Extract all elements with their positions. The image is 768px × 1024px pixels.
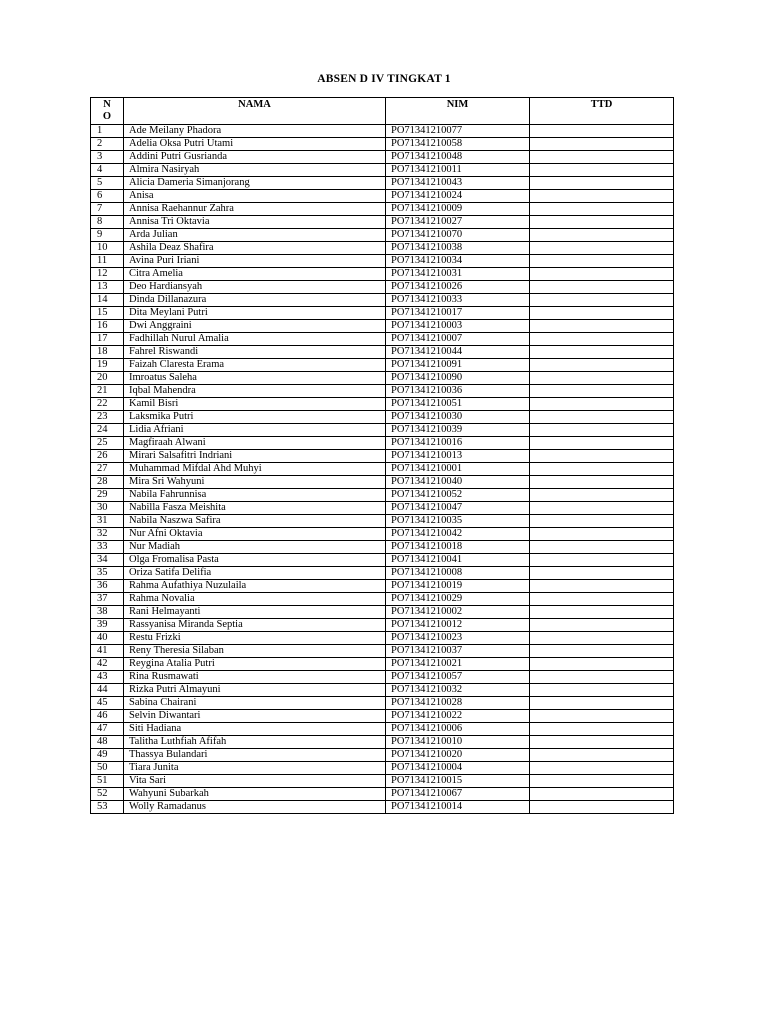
cell-nim: PO71341210001 <box>386 463 530 476</box>
cell-ttd <box>530 294 674 307</box>
cell-nama: Restu Frizki <box>124 632 386 645</box>
page-title: ABSEN D IV TINGKAT 1 <box>317 73 451 85</box>
cell-ttd <box>530 346 674 359</box>
cell-no: 21 <box>91 385 124 398</box>
cell-nama: Annisa Raehannur Zahra <box>124 203 386 216</box>
cell-no: 10 <box>91 242 124 255</box>
cell-nim: PO71341210032 <box>386 684 530 697</box>
cell-nim: PO71341210015 <box>386 775 530 788</box>
cell-nim: PO71341210042 <box>386 528 530 541</box>
cell-no: 41 <box>91 645 124 658</box>
cell-no: 24 <box>91 424 124 437</box>
cell-nim: PO71341210052 <box>386 489 530 502</box>
table-row <box>91 203 674 216</box>
cell-ttd <box>530 541 674 554</box>
cell-nim: PO71341210004 <box>386 762 530 775</box>
table-header-row <box>91 98 674 125</box>
cell-nama: Imroatus Saleha <box>124 372 386 385</box>
cell-ttd <box>530 164 674 177</box>
cell-nim: PO71341210047 <box>386 502 530 515</box>
cell-ttd <box>530 736 674 749</box>
cell-nama: Avina Puri Iriani <box>124 255 386 268</box>
table-row <box>91 723 674 736</box>
cell-ttd <box>530 177 674 190</box>
cell-no: 27 <box>91 463 124 476</box>
cell-ttd <box>530 749 674 762</box>
cell-ttd <box>530 229 674 242</box>
table-row <box>91 801 674 814</box>
cell-nim: PO71341210077 <box>386 125 530 138</box>
cell-no: 33 <box>91 541 124 554</box>
cell-nama: Almira Nasiryah <box>124 164 386 177</box>
cell-no: 7 <box>91 203 124 216</box>
cell-no: 29 <box>91 489 124 502</box>
cell-nim: PO71341210034 <box>386 255 530 268</box>
table-body <box>91 125 674 814</box>
table-row <box>91 307 674 320</box>
cell-ttd <box>530 307 674 320</box>
cell-no: 25 <box>91 437 124 450</box>
table-row <box>91 645 674 658</box>
cell-nim: PO71341210067 <box>386 788 530 801</box>
table-row <box>91 619 674 632</box>
table-row <box>91 580 674 593</box>
cell-nim: PO71341210030 <box>386 411 530 424</box>
cell-ttd <box>530 502 674 515</box>
table-row <box>91 294 674 307</box>
cell-no: 3 <box>91 151 124 164</box>
cell-no: 9 <box>91 229 124 242</box>
cell-nama: Olga Fromalisa Pasta <box>124 554 386 567</box>
cell-nama: Magfiraah Alwani <box>124 437 386 450</box>
header-ttd: TTD <box>530 98 674 125</box>
cell-no: 16 <box>91 320 124 333</box>
cell-nim: PO71341210003 <box>386 320 530 333</box>
cell-no: 30 <box>91 502 124 515</box>
cell-ttd <box>530 320 674 333</box>
cell-no: 49 <box>91 749 124 762</box>
cell-no: 50 <box>91 762 124 775</box>
cell-nim: PO71341210041 <box>386 554 530 567</box>
cell-nama: Siti Hadiana <box>124 723 386 736</box>
cell-ttd <box>530 411 674 424</box>
table-row <box>91 658 674 671</box>
cell-nim: PO71341210038 <box>386 242 530 255</box>
header-no-line1: N <box>103 99 111 110</box>
cell-nama: Oriza Satifa Delifia <box>124 567 386 580</box>
cell-ttd <box>530 528 674 541</box>
cell-nim: PO71341210051 <box>386 398 530 411</box>
cell-ttd <box>530 190 674 203</box>
cell-nama: Alicia Dameria Simanjorang <box>124 177 386 190</box>
cell-ttd <box>530 489 674 502</box>
table-row <box>91 476 674 489</box>
cell-nim: PO71341210014 <box>386 801 530 814</box>
cell-ttd <box>530 723 674 736</box>
cell-nim: PO71341210044 <box>386 346 530 359</box>
cell-nama: Tiara Junita <box>124 762 386 775</box>
cell-nama: Ade Meilany Phadora <box>124 125 386 138</box>
cell-ttd <box>530 216 674 229</box>
cell-ttd <box>530 450 674 463</box>
cell-nama: Mirari Salsafitri Indriani <box>124 450 386 463</box>
cell-no: 4 <box>91 164 124 177</box>
cell-no: 17 <box>91 333 124 346</box>
cell-nama: Nur Madiah <box>124 541 386 554</box>
header-nim: NIM <box>386 98 530 125</box>
table-row <box>91 177 674 190</box>
cell-no: 34 <box>91 554 124 567</box>
cell-ttd <box>530 138 674 151</box>
cell-ttd <box>530 372 674 385</box>
cell-nim: PO71341210020 <box>386 749 530 762</box>
cell-nim: PO71341210018 <box>386 541 530 554</box>
table-row <box>91 450 674 463</box>
cell-no: 11 <box>91 255 124 268</box>
cell-nama: Reny Theresia Silaban <box>124 645 386 658</box>
cell-nama: Rahma Novalia <box>124 593 386 606</box>
cell-ttd <box>530 268 674 281</box>
cell-ttd <box>530 671 674 684</box>
cell-ttd <box>530 203 674 216</box>
table-row <box>91 775 674 788</box>
cell-nama: Fadhillah Nurul Amalia <box>124 333 386 346</box>
cell-nim: PO71341210012 <box>386 619 530 632</box>
table-row <box>91 632 674 645</box>
cell-nama: Deo Hardiansyah <box>124 281 386 294</box>
table-row <box>91 567 674 580</box>
table-row <box>91 359 674 372</box>
table-row <box>91 229 674 242</box>
cell-nama: Rahma Aufathiya Nuzulaila <box>124 580 386 593</box>
cell-ttd <box>530 437 674 450</box>
cell-nama: Adelia Oksa Putri Utami <box>124 138 386 151</box>
cell-nama: Nabila Fahrunnisa <box>124 489 386 502</box>
cell-nama: Anisa <box>124 190 386 203</box>
cell-ttd <box>530 255 674 268</box>
table-row <box>91 489 674 502</box>
cell-no: 32 <box>91 528 124 541</box>
cell-ttd <box>530 151 674 164</box>
table-row <box>91 385 674 398</box>
cell-no: 12 <box>91 268 124 281</box>
cell-nim: PO71341210016 <box>386 437 530 450</box>
cell-ttd <box>530 476 674 489</box>
header-no-line2: O <box>102 111 112 122</box>
cell-nama: Wolly Ramadanus <box>124 801 386 814</box>
cell-nama: Iqbal Mahendra <box>124 385 386 398</box>
cell-no: 38 <box>91 606 124 619</box>
header-no <box>91 98 124 125</box>
cell-no: 52 <box>91 788 124 801</box>
cell-no: 19 <box>91 359 124 372</box>
cell-ttd <box>530 554 674 567</box>
table-row <box>91 216 674 229</box>
cell-ttd <box>530 385 674 398</box>
cell-nim: PO71341210070 <box>386 229 530 242</box>
cell-nama: Annisa Tri Oktavia <box>124 216 386 229</box>
table-row <box>91 515 674 528</box>
cell-nim: PO71341210090 <box>386 372 530 385</box>
table-row <box>91 151 674 164</box>
cell-nama: Rani Helmayanti <box>124 606 386 619</box>
cell-nim: PO71341210023 <box>386 632 530 645</box>
cell-nama: Dwi Anggraini <box>124 320 386 333</box>
table-row <box>91 502 674 515</box>
cell-nim: PO71341210026 <box>386 281 530 294</box>
cell-nim: PO71341210058 <box>386 138 530 151</box>
cell-no: 44 <box>91 684 124 697</box>
cell-ttd <box>530 463 674 476</box>
header-nama: NAMA <box>124 98 386 125</box>
cell-ttd <box>530 515 674 528</box>
cell-nim: PO71341210019 <box>386 580 530 593</box>
cell-nim: PO71341210013 <box>386 450 530 463</box>
table-row <box>91 242 674 255</box>
table-row <box>91 372 674 385</box>
cell-ttd <box>530 242 674 255</box>
table-row <box>91 138 674 151</box>
table-row <box>91 125 674 138</box>
cell-nama: Rizka Putri Almayuni <box>124 684 386 697</box>
table-row <box>91 710 674 723</box>
cell-nim: PO71341210028 <box>386 697 530 710</box>
cell-ttd <box>530 580 674 593</box>
cell-ttd <box>530 645 674 658</box>
table-row <box>91 606 674 619</box>
cell-nama: Faizah Claresta Erama <box>124 359 386 372</box>
cell-no: 40 <box>91 632 124 645</box>
cell-nim: PO71341210037 <box>386 645 530 658</box>
cell-nim: PO71341210010 <box>386 736 530 749</box>
cell-nama: Mira Sri Wahyuni <box>124 476 386 489</box>
cell-nama: Citra Amelia <box>124 268 386 281</box>
cell-ttd <box>530 333 674 346</box>
table-row <box>91 164 674 177</box>
cell-nim: PO71341210091 <box>386 359 530 372</box>
cell-nama: Dita Meylani Putri <box>124 307 386 320</box>
cell-no: 1 <box>91 125 124 138</box>
table-row <box>91 437 674 450</box>
cell-nim: PO71341210011 <box>386 164 530 177</box>
cell-no: 13 <box>91 281 124 294</box>
cell-no: 22 <box>91 398 124 411</box>
cell-no: 31 <box>91 515 124 528</box>
cell-nama: Dinda Dillanazura <box>124 294 386 307</box>
cell-nama: Fahrel Riswandi <box>124 346 386 359</box>
cell-ttd <box>530 697 674 710</box>
cell-nim: PO71341210048 <box>386 151 530 164</box>
table-row <box>91 541 674 554</box>
table-row <box>91 281 674 294</box>
cell-nama: Wahyuni Subarkah <box>124 788 386 801</box>
cell-nama: Nabila Naszwa Safira <box>124 515 386 528</box>
table-row <box>91 268 674 281</box>
table-row <box>91 736 674 749</box>
cell-no: 47 <box>91 723 124 736</box>
cell-ttd <box>530 775 674 788</box>
table-row <box>91 788 674 801</box>
cell-ttd <box>530 359 674 372</box>
cell-no: 46 <box>91 710 124 723</box>
cell-nim: PO71341210006 <box>386 723 530 736</box>
cell-ttd <box>530 424 674 437</box>
table-row <box>91 762 674 775</box>
cell-no: 6 <box>91 190 124 203</box>
cell-ttd <box>530 567 674 580</box>
cell-no: 2 <box>91 138 124 151</box>
cell-nim: PO71341210039 <box>386 424 530 437</box>
cell-no: 28 <box>91 476 124 489</box>
cell-no: 18 <box>91 346 124 359</box>
table-row <box>91 346 674 359</box>
cell-nama: Rassyanisa Miranda Septia <box>124 619 386 632</box>
cell-nim: PO71341210009 <box>386 203 530 216</box>
cell-nim: PO71341210031 <box>386 268 530 281</box>
cell-nim: PO71341210043 <box>386 177 530 190</box>
cell-nim: PO71341210002 <box>386 606 530 619</box>
cell-nama: Lidia Afriani <box>124 424 386 437</box>
cell-ttd <box>530 593 674 606</box>
cell-nim: PO71341210036 <box>386 385 530 398</box>
cell-nama: Laksmika Putri <box>124 411 386 424</box>
table-row <box>91 554 674 567</box>
table-row <box>91 333 674 346</box>
cell-ttd <box>530 606 674 619</box>
cell-no: 23 <box>91 411 124 424</box>
cell-ttd <box>530 684 674 697</box>
cell-no: 36 <box>91 580 124 593</box>
cell-ttd <box>530 710 674 723</box>
table-row <box>91 528 674 541</box>
cell-no: 53 <box>91 801 124 814</box>
cell-nim: PO71341210033 <box>386 294 530 307</box>
cell-nama: Addini Putri Gusrianda <box>124 151 386 164</box>
cell-nim: PO71341210057 <box>386 671 530 684</box>
cell-nim: PO71341210035 <box>386 515 530 528</box>
cell-nim: PO71341210027 <box>386 216 530 229</box>
cell-no: 43 <box>91 671 124 684</box>
cell-no: 35 <box>91 567 124 580</box>
cell-ttd <box>530 281 674 294</box>
table-row <box>91 255 674 268</box>
cell-no: 48 <box>91 736 124 749</box>
cell-nim: PO71341210021 <box>386 658 530 671</box>
cell-ttd <box>530 125 674 138</box>
cell-nim: PO71341210022 <box>386 710 530 723</box>
cell-ttd <box>530 658 674 671</box>
cell-nama: Rina Rusmawati <box>124 671 386 684</box>
table-row <box>91 697 674 710</box>
cell-nama: Thassya Bulandari <box>124 749 386 762</box>
cell-ttd <box>530 788 674 801</box>
cell-nim: PO71341210017 <box>386 307 530 320</box>
cell-nama: Arda Julian <box>124 229 386 242</box>
cell-nama: Muhammad Mifdal Ahd Muhyi <box>124 463 386 476</box>
cell-no: 51 <box>91 775 124 788</box>
table-row <box>91 671 674 684</box>
cell-no: 26 <box>91 450 124 463</box>
cell-ttd <box>530 801 674 814</box>
cell-nim: PO71341210024 <box>386 190 530 203</box>
cell-nama: Selvin Diwantari <box>124 710 386 723</box>
cell-nama: Kamil Bisri <box>124 398 386 411</box>
cell-no: 8 <box>91 216 124 229</box>
cell-no: 5 <box>91 177 124 190</box>
cell-nim: PO71341210007 <box>386 333 530 346</box>
cell-ttd <box>530 398 674 411</box>
cell-no: 39 <box>91 619 124 632</box>
table-row <box>91 190 674 203</box>
cell-nama: Reygina Atalia Putri <box>124 658 386 671</box>
cell-ttd <box>530 632 674 645</box>
cell-ttd <box>530 619 674 632</box>
cell-nim: PO71341210008 <box>386 567 530 580</box>
cell-nama: Nur Afni Oktavia <box>124 528 386 541</box>
table-row <box>91 593 674 606</box>
cell-no: 42 <box>91 658 124 671</box>
cell-no: 20 <box>91 372 124 385</box>
table-row <box>91 463 674 476</box>
cell-no: 15 <box>91 307 124 320</box>
table-row <box>91 749 674 762</box>
table-row <box>91 411 674 424</box>
cell-nama: Ashila Deaz Shafira <box>124 242 386 255</box>
cell-nama: Vita Sari <box>124 775 386 788</box>
cell-nama: Talitha Luthfiah Afifah <box>124 736 386 749</box>
cell-no: 37 <box>91 593 124 606</box>
table-row <box>91 424 674 437</box>
cell-nim: PO71341210040 <box>386 476 530 489</box>
cell-nim: PO71341210029 <box>386 593 530 606</box>
attendance-table <box>90 97 674 814</box>
cell-ttd <box>530 762 674 775</box>
table-row <box>91 320 674 333</box>
cell-nama: Nabilla Fasza Meishita <box>124 502 386 515</box>
cell-no: 14 <box>91 294 124 307</box>
table-row <box>91 398 674 411</box>
cell-no: 45 <box>91 697 124 710</box>
table-row <box>91 684 674 697</box>
cell-nama: Sabina Chairani <box>124 697 386 710</box>
